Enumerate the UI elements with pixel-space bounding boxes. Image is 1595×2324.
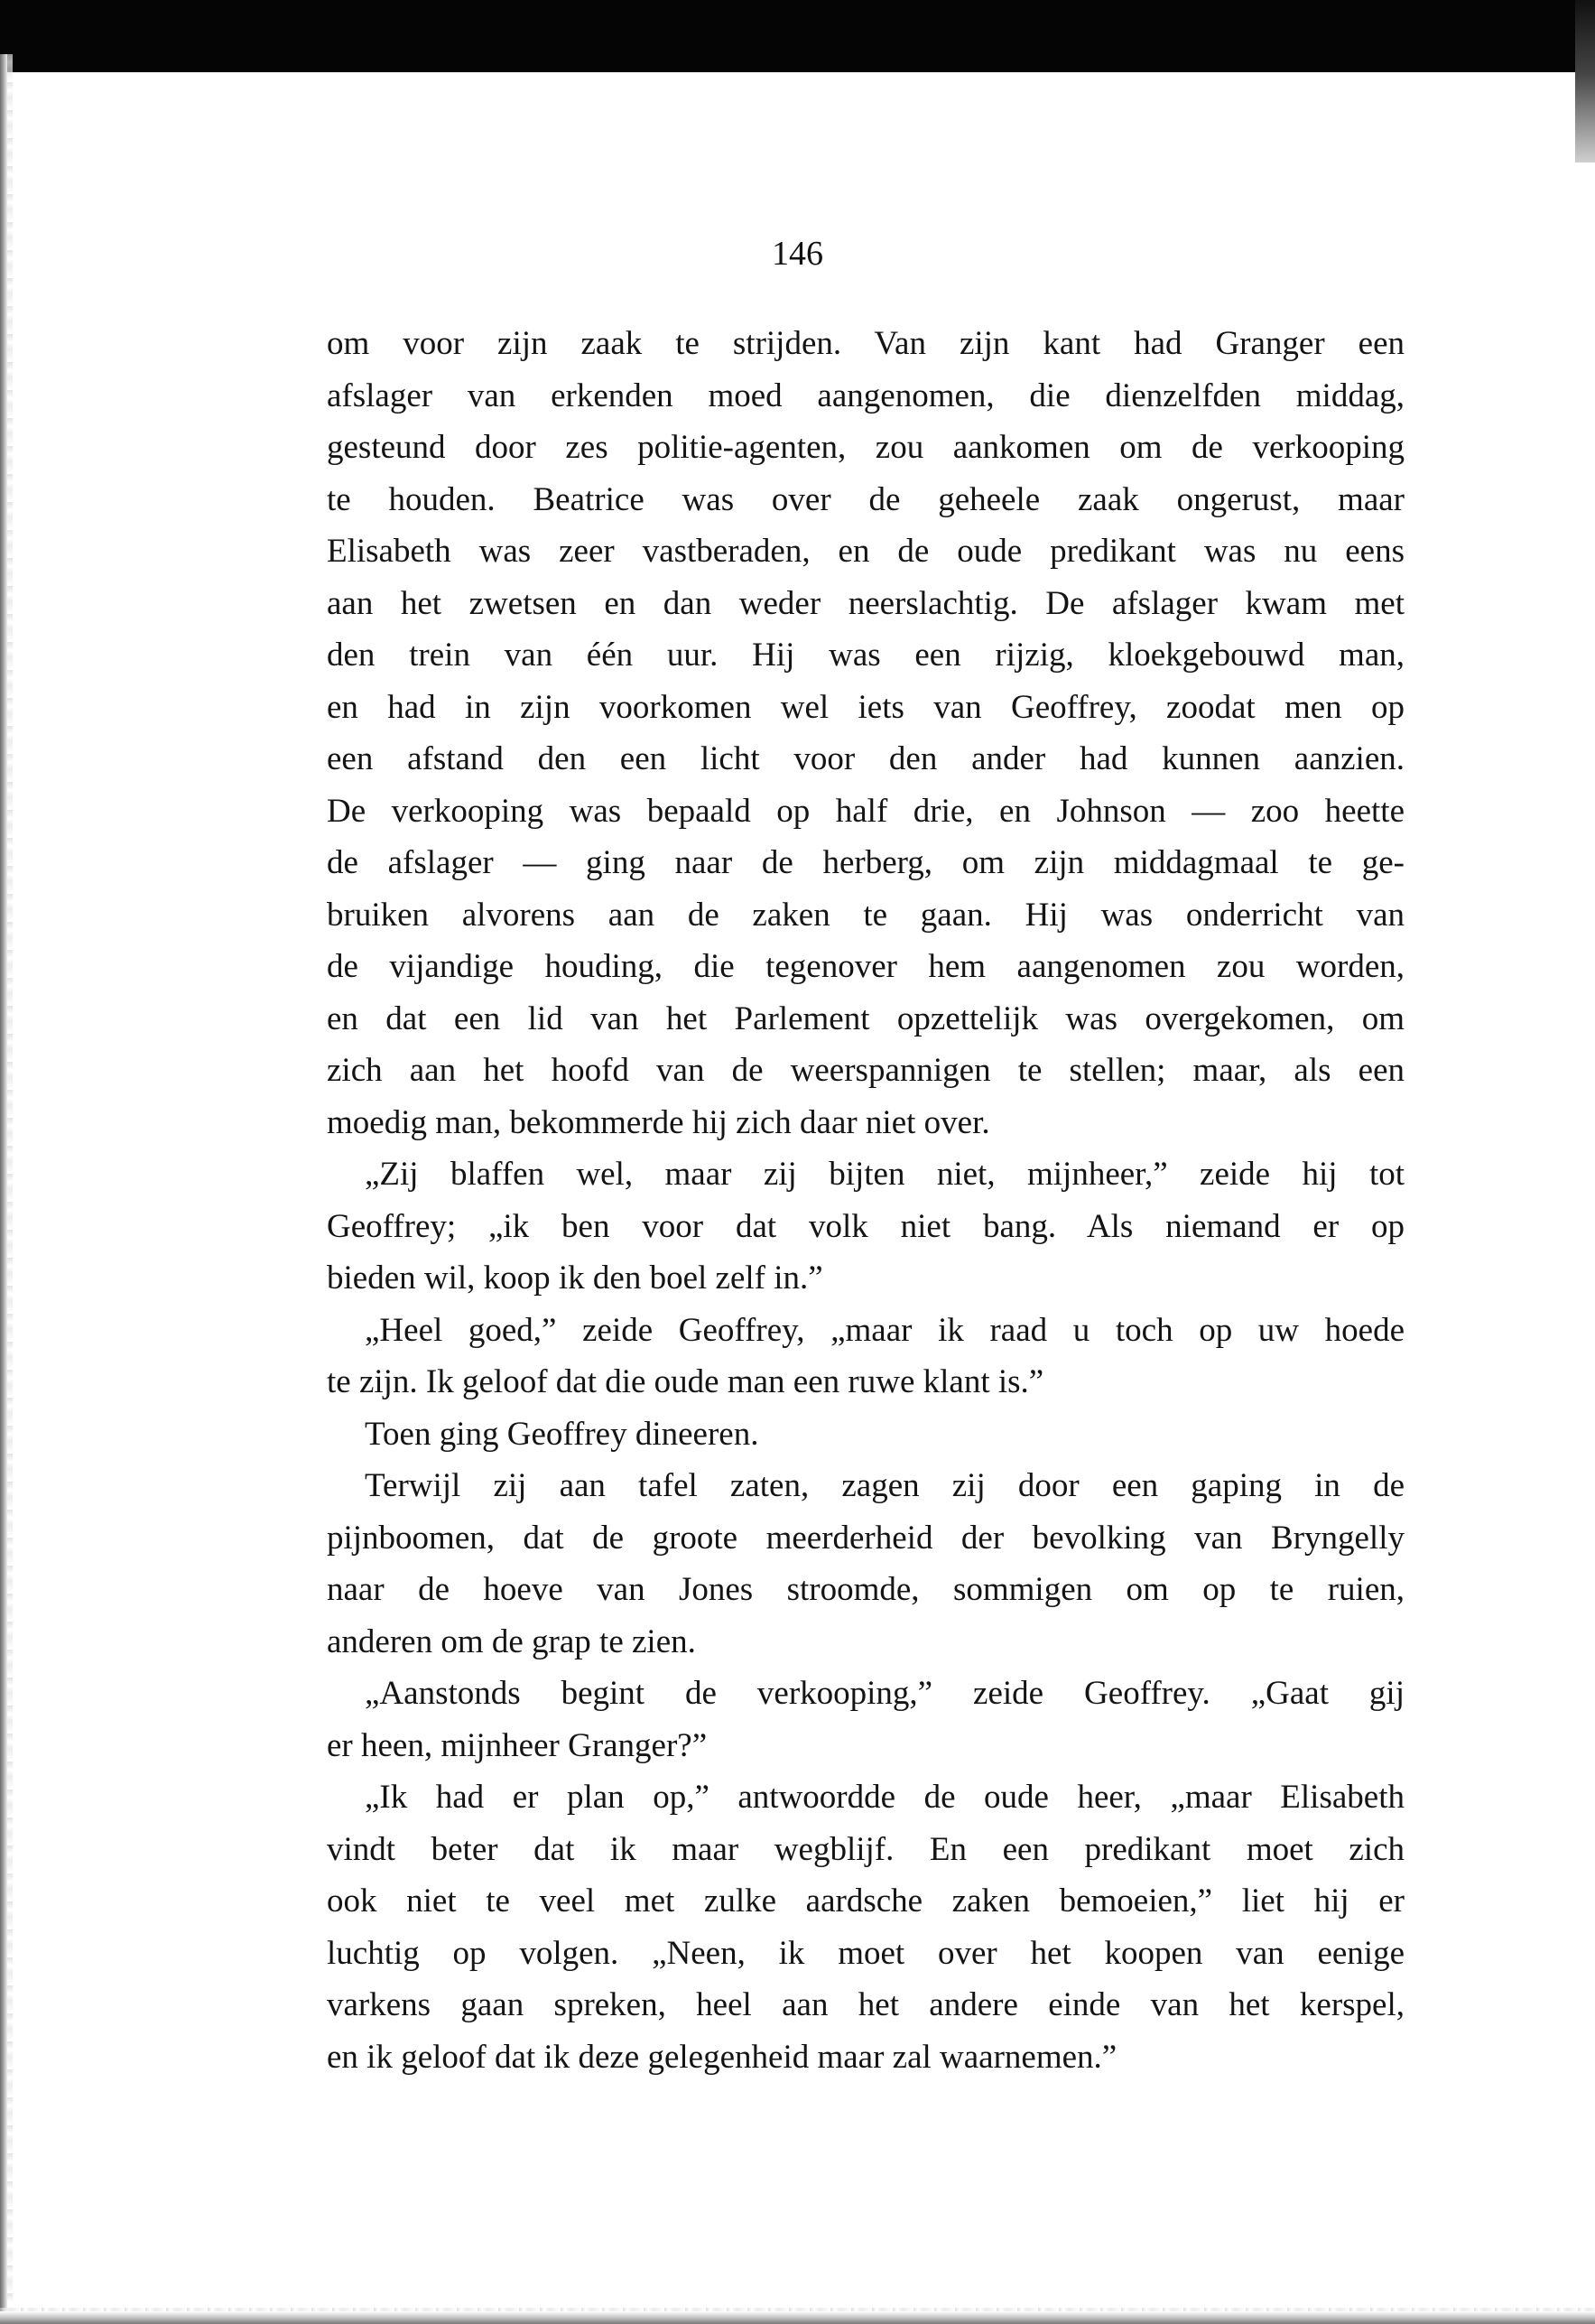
text-line: en dat een lid van het Parlement opzettelijk was overgekomen, om — [327, 999, 1405, 1037]
text-line: Elisabeth was zeer vastberaden, en de oude predikant was nu eens — [327, 533, 1405, 570]
text-line: zich aan het hoofd van de weerspannigen te stellen; maar, als een — [327, 1052, 1405, 1089]
scan-left-edge-noise — [7, 54, 13, 2302]
text-line: varkens gaan spreken, heel aan het andere einde van het kerspel, — [327, 1986, 1405, 2023]
text-line: gesteund door zes politie-agenten, zou aankomen om de verkooping — [327, 429, 1405, 466]
text-line: de afslager — ging naar de herberg, om zijn middagmaal te ge- — [327, 844, 1405, 881]
text-line: anderen om de grap te zien. — [327, 1622, 696, 1660]
text-line: te zijn. Ik geloof dat die oude man een ruwe klant is.” — [327, 1363, 1044, 1400]
text-line: en ik geloof dat ik deze gelegenheid maar zal waarnemen.” — [327, 2038, 1117, 2076]
text-line: te houden. Beatrice was over de geheele zaak ongerust, maar — [327, 480, 1405, 518]
scan-top-right-shadow — [1575, 0, 1595, 163]
text-line: bruiken alvorens aan de zaken te gaan. Hij was onderricht van — [327, 896, 1405, 934]
text-line: Geoffrey; „ik ben voor dat volk niet bang. Als niemand er op — [327, 1207, 1405, 1245]
text-line: aan het zwetsen en dan weder neerslachtig. De afslager kwam met — [327, 584, 1405, 622]
page-number: 146 — [772, 235, 823, 273]
text-line: er heen, mijnheer Granger?” — [327, 1726, 708, 1764]
text-line: naar de hoeve van Jones stroomde, sommigen om op te ruien, — [327, 1571, 1405, 1608]
text-line: De verkooping was bepaald op half drie, en Johnson — zoo heette — [327, 792, 1405, 830]
text-line: vindt beter dat ik maar wegblijf. En een predikant moet zich — [327, 1830, 1405, 1868]
text-line: „Heel goed,” zeide Geoffrey, „maar ik raad u toch op uw hoede — [365, 1311, 1405, 1349]
text-line: bieden wil, koop ik den boel zelf in.” — [327, 1260, 823, 1297]
text-line: den trein van één uur. Hij was een rijzig, kloekgebouwd man, — [327, 637, 1405, 674]
scan-top-border — [0, 0, 1595, 72]
scan-left-edge — [0, 54, 7, 2324]
text-line: moedig man, bekommerde hij zich daar niet over. — [327, 1103, 990, 1141]
text-line: om voor zijn zaak te strijden. Van zijn kant had Granger een — [327, 325, 1405, 362]
text-line: „Aanstonds begint de verkooping,” zeide Geoffrey. „Gaat gij — [365, 1675, 1405, 1712]
text-line: Toen ging Geoffrey dineeren. — [365, 1415, 759, 1453]
text-line: luchtig op volgen. „Neen, ik moet over het koopen van eenige — [327, 1934, 1405, 1972]
text-line: afslager van erkenden moed aangenomen, die dienzelfden middag, — [327, 376, 1405, 414]
text-line: pijnboomen, dat de groote meerderheid der bevolking van Bryngelly — [327, 1519, 1405, 1557]
text-line: ook niet te veel met zulke aardsche zaken bemoeien,” liet hij er — [327, 1882, 1405, 1920]
text-line: Terwijl zij aan tafel zaten, zagen zij door een gaping in de — [365, 1467, 1405, 1504]
text-line: „Zij blaffen wel, maar zij bijten niet, mijnheer,” zeide hij tot — [365, 1156, 1405, 1193]
text-line: de vijandige houding, die tegenover hem aangenomen zou worden, — [327, 948, 1405, 985]
text-line: een afstand den een licht voor den ander had kunnen aanzien. — [327, 740, 1405, 777]
scan-bottom-edge — [0, 2311, 1595, 2324]
text-line: en had in zijn voorkomen wel iets van Geoffrey, zoodat men op — [327, 688, 1405, 726]
body-text — [327, 318, 1405, 2083]
text-line: „Ik had er plan op,” antwoordde de oude heer, „maar Elisabeth — [365, 1779, 1405, 1816]
